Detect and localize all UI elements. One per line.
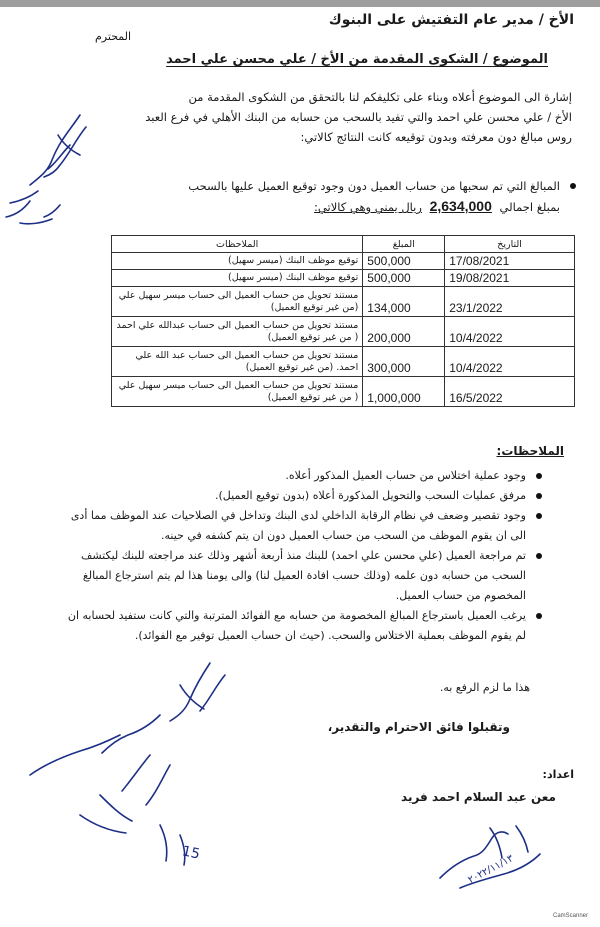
observation-item: مرفق عمليات السحب والتحويل المذكورة أعلاه (بدون توقيع العميل). <box>64 486 542 506</box>
bottom-note-scribble <box>10 655 260 875</box>
handwritten-day: 15 <box>180 843 202 863</box>
bullet-dot <box>570 183 576 189</box>
observation-item: وجود عملية اختلاس من حساب العميل المذكور أعلاه. <box>64 466 542 486</box>
preparer-name: معن عبد السلام احمد فريد <box>401 790 556 804</box>
row-note: توقيع موظف البنك (ميسر سهيل) <box>112 270 363 287</box>
signature-scribble <box>430 808 560 898</box>
intro-paragraph <box>92 87 572 147</box>
table-row <box>112 377 575 407</box>
bullet-dot <box>536 473 542 479</box>
row-amount: 500,000 <box>363 253 445 270</box>
total-amount: 2,634,000 <box>429 198 492 214</box>
row-date: 23/1/2022 <box>445 287 575 317</box>
prepared-by-label: اعداد: <box>542 768 574 781</box>
row-amount: 500,000 <box>363 270 445 287</box>
observations-title: الملاحظات: <box>496 444 564 458</box>
respected-label: المحترم <box>95 30 132 43</box>
observations-list <box>64 466 542 646</box>
subject-line: الموضوع / الشكوى المقدمة من الأخ / علي محسن علي احمد <box>166 52 548 67</box>
preparer-signature <box>430 808 560 898</box>
table-row <box>112 347 575 377</box>
total-suffix: ريال يمني وهي كالاتي: <box>314 200 422 214</box>
table-row <box>112 287 575 317</box>
row-date: 10/4/2022 <box>445 317 575 347</box>
header-amount: المبلغ <box>363 236 445 253</box>
header-notes: الملاحظات <box>112 236 363 253</box>
closing-submit: هذا ما لزم الرفع به. <box>439 681 530 694</box>
intro-line-1: إشارة الى الموضوع أعلاه وبناء على تكليفكم لنا بالتحقق من الشكوى المقدمة من <box>188 90 572 104</box>
withdrawals-table <box>111 235 575 407</box>
row-date: 10/4/2022 <box>445 347 575 377</box>
bullet-dot <box>536 613 542 619</box>
observation-item: يرغب العميل باسترجاع المبالغ المخصومة من حسابه مع الفوائد المترتبة والتي كانت ستفيد لحسابه ان لم يقوم الموظف بعملية الاختلاس والسحب. (حيث ان حساب العميل توفير مع الفوائد). <box>64 606 542 646</box>
bullet-dot <box>536 513 542 519</box>
bullet-dot <box>536 553 542 559</box>
row-note: مستند تحويل من حساب العميل الى حساب ميسر سهيل علي (من غير توقيع العميل) <box>112 287 363 317</box>
intro-line-3: روس مبالغ دون معرفته وبدون توقيعه كانت النتائج كالاتي: <box>300 130 572 144</box>
row-amount: 134,000 <box>363 287 445 317</box>
bottom-handwritten-note <box>10 655 260 875</box>
scan-top-edge <box>0 0 600 7</box>
observation-item: وجود تقصير وضعف في نظام الرقابة الداخلي لدى البنك وتداخل في الصلاحيات عند الموظف مما أدى الى ان يقوم الموظف من السحب من حساب العميل دون ان يتم كشفه في حينه. <box>64 506 542 546</box>
observation-item: تم مراجعة العميل (علي محسن علي احمد) للبنك منذ أربعة أشهر وذلك عند مراجعته للبنك ليكتشف السحب من حسابه دون علمه (وذلك حسب افادة العميل لنا) والى يومنا هذا لم يتم استرجاع المبالغ المخصوم من حساب العميل. <box>64 546 542 606</box>
row-date: 16/5/2022 <box>445 377 575 407</box>
amounts-intro: المبالغ التي تم سحبها من حساب العميل دون وجود توقيع العميل عليها بالسحب <box>188 179 560 193</box>
table-header-row <box>112 236 575 253</box>
closing-regards: وتقبلوا فائق الاحترام والتقدير، <box>327 720 510 734</box>
header-date: التاريخ <box>445 236 575 253</box>
row-date: 19/08/2021 <box>445 270 575 287</box>
amounts-bullet <box>80 176 580 217</box>
scanner-watermark: CamScanner <box>553 913 589 919</box>
row-amount: 200,000 <box>363 317 445 347</box>
table-row <box>112 270 575 287</box>
row-amount: 300,000 <box>363 347 445 377</box>
addressee: الأخ / مدير عام التفتيش على البنوك <box>328 12 574 28</box>
row-date: 17/08/2021 <box>445 253 575 270</box>
row-note: مستند تحويل من حساب العميل الى حساب عبد الله علي احمد. (من غير توقيع العميل) <box>112 347 363 377</box>
table-row <box>112 253 575 270</box>
intro-line-2: الأخ / علي محسن علي احمد والتي تفيد بالسحب من حسابه من البنك الأهلي في فرع العبد <box>145 110 572 124</box>
row-note: مستند تحويل من حساب العميل الى حساب عبدالله علي احمد ( من غير توقيع العميل) <box>112 317 363 347</box>
row-note: توقيع موظف البنك (ميسر سهيل) <box>112 253 363 270</box>
bullet-dot <box>536 493 542 499</box>
total-prefix: بمبلغ اجمالي <box>499 200 560 214</box>
signature-date: ٢٠٢٢/١١/١٣ <box>466 852 516 887</box>
margin-note-scribble <box>0 105 95 235</box>
row-amount: 1,000,000 <box>363 377 445 407</box>
margin-handwritten-note <box>0 105 95 235</box>
table-row <box>112 317 575 347</box>
row-note: مستند تحويل من حساب العميل الى حساب ميسر سهيل علي ( من غير توقيع العميل) <box>112 377 363 407</box>
